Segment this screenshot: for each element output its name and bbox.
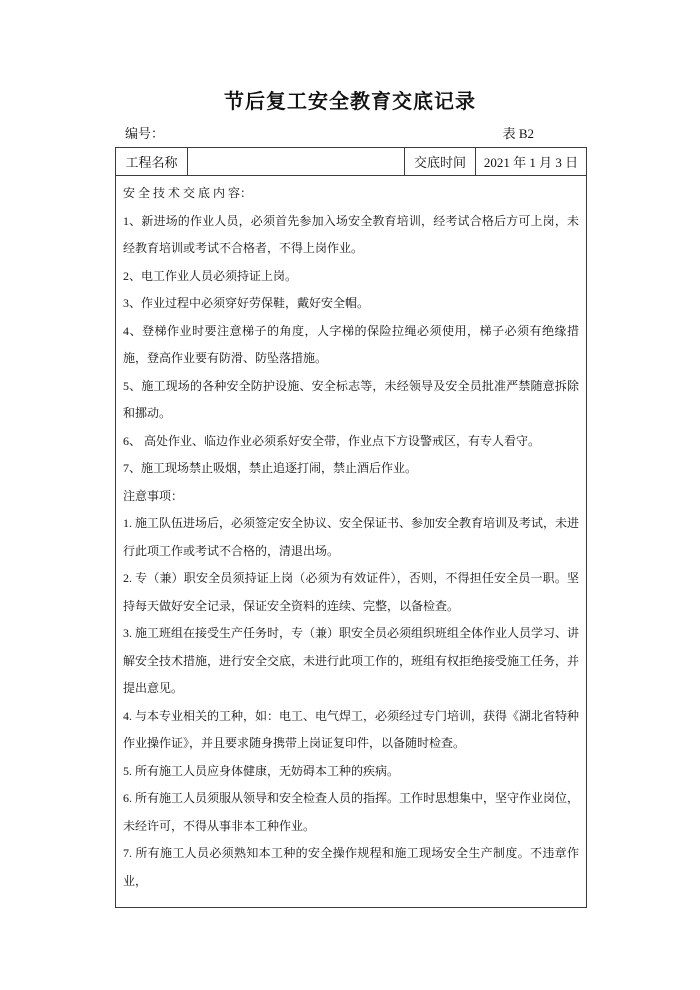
project-name-value [188, 148, 405, 176]
meta-row [115, 123, 586, 142]
note-item: 1. 施工队伍进场后，必须签定安全协议、安全保证书、参加安全教育培训及考试，未进行此项工作或考试不合格的，清退出场。 [123, 516, 580, 558]
notes-heading: 注意事项： [123, 488, 184, 503]
note-item: 5. 所有施工人员应身体健康，无妨碍本工种的疾病。 [123, 763, 400, 778]
content-row [116, 176, 587, 908]
note-item: 6. 所有施工人员须服从领导和安全检查人员的指挥。工作时思想集中，坚守作业岗位，未经许可，不得从事非本工种作业。 [123, 791, 580, 833]
note-item: 2. 专（兼）职安全员须持证上岗（必须为有效证件），否则，不得担任安全员一职。坚持每天做好安全记录，保证安全资料的连续、完整，以备检查。 [123, 571, 579, 613]
content-heading: 安 全 技 术 交 底 内 容： [123, 186, 253, 200]
note-item: 3. 施工班组在接受生产任务时，专（兼）职安全员必须组织班组全体作业人员学习、讲解安全技术措施，进行安全交底，未进行此项工作的，班组有权拒绝接受施工任务，并提出意见。 [123, 626, 580, 695]
form-header-row [116, 148, 587, 176]
safety-item: 4、登梯作业时要注意梯子的角度，人字梯的保险拉绳必须使用，梯子必须有绝缘措施，登高作业要有防滑、防坠落措施。 [123, 323, 579, 365]
note-item: 7. 所有施工人员必须熟知本工种的安全操作规程和施工现场安全生产制度。不违章作业， [123, 846, 579, 888]
content-cell [116, 176, 587, 908]
safety-item: 6、 高处作业、临边作业必须系好安全带，作业点下方设警戒区，有专人看守。 [123, 433, 541, 448]
safety-item: 2、电工作业人员必须持证上岗。 [123, 268, 298, 283]
form-table [115, 147, 587, 908]
document-title: 节后复工安全教育交底记录 [224, 91, 476, 113]
safety-item: 1、新进场的作业人员，必须首先参加入场安全教育培训，经考试合格后方可上岗，未经教育培训或考试不合格者，不得上岗作业。 [123, 213, 579, 255]
project-name-label: 工程名称 [116, 148, 188, 176]
briefing-time-value: 2021 年 1 月 3 日 [476, 148, 587, 176]
number-label: 编号： [125, 126, 165, 141]
safety-item: 3、作业过程中必须穿好劳保鞋，戴好安全帽。 [123, 296, 370, 310]
note-item: 4. 与本专业相关的工种，如：电工、电气焊工，必须经过专门培训，获得《湖北省特种作业操作证》，并且要求随身携带上岗证复印件，以备随时检查。 [123, 708, 580, 750]
briefing-time-label: 交底时间 [405, 148, 476, 176]
form-code: 表 B2 [502, 126, 534, 141]
safety-item: 7、施工现场禁止吸烟，禁止追逐打闹，禁止酒后作业。 [123, 461, 418, 475]
safety-item: 5、施工现场的各种安全防护设施、安全标志等，未经领导及安全员批准严禁随意拆除和挪动。 [123, 378, 579, 420]
